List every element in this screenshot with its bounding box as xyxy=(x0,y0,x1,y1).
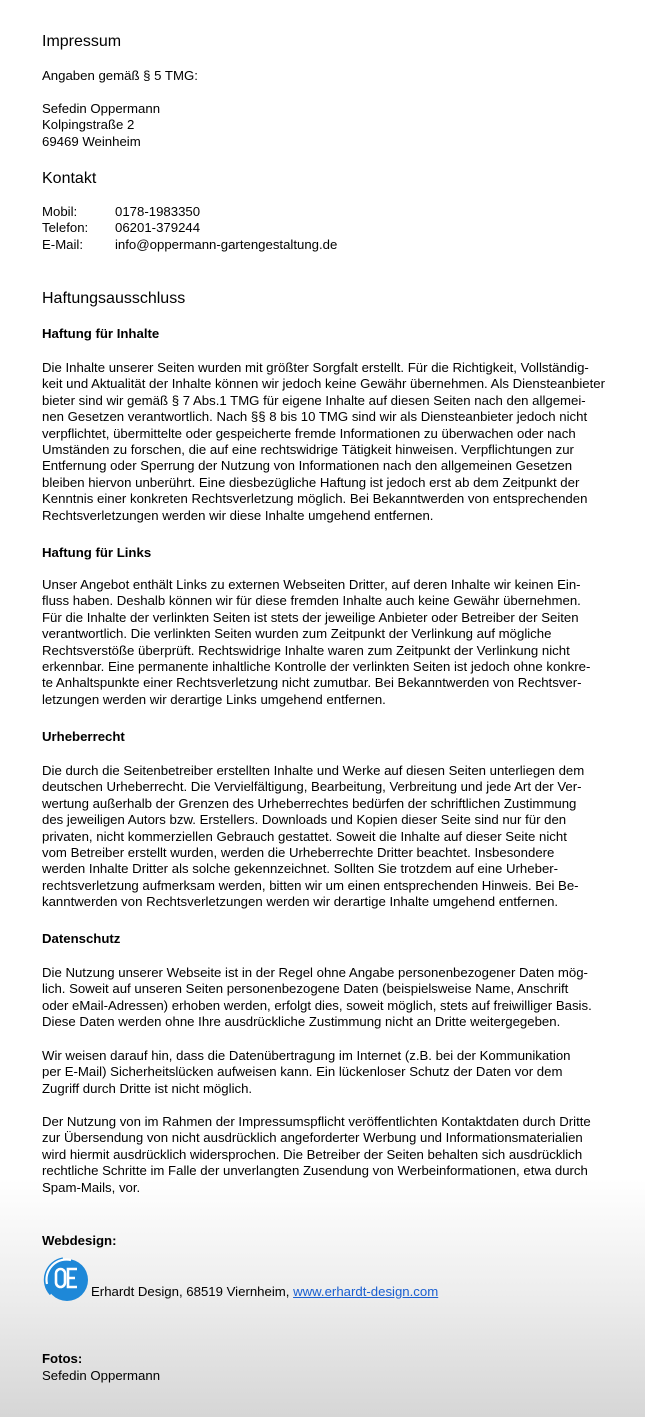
section-heading-links: Haftung für Links xyxy=(42,545,152,560)
paragraph-inhalte xyxy=(42,360,605,524)
text-line: wird hiermit ausdrücklich widersprochen. Die Betreiber der Seiten behalten sich ausdrücklich xyxy=(42,1146,583,1162)
text-line: nen Gesetzen verantwortlich. Nach §§ 8 bis 10 TMG sind wir als Diensteanbieter jedoch nicht xyxy=(42,409,588,425)
contact-label: Telefon: xyxy=(42,220,89,236)
contact-value: info@oppermann-gartengestaltung.de xyxy=(115,236,338,252)
text-line: oder eMail-Adressen) erhoben werden, erfolgt dies, soweit möglich, stets auf freiwilliger Basis. xyxy=(42,997,592,1013)
text-line: fluss haben. Deshalb können wir für diese fremden Inhalte auch keine Gewähr übernehmen. xyxy=(42,593,581,609)
text-line: Spam-Mails, vor. xyxy=(42,1179,141,1195)
contact-table xyxy=(42,204,337,253)
tmg-line: Angaben gemäß § 5 TMG: xyxy=(42,68,198,83)
erhardt-design-logo-icon xyxy=(41,1256,89,1302)
text-line: te Anhaltspunkte einer Rechtsverletzung nicht zumutbar. Bei Bekanntwerden von Rechtsver- xyxy=(42,675,582,691)
text-line: Die Inhalte unserer Seiten wurden mit größter Sorgfalt erstellt. Für die Richtigkeit, Vollständig- xyxy=(42,360,589,375)
text-line: Kenntnis einer konkreten Rechtsverletzung möglich. Bei Bekanntwerden von entsprechenden xyxy=(42,491,588,507)
text-line: Die Nutzung unserer Webseite ist in der Regel ohne Angabe personenbezogener Daten mög- xyxy=(42,965,588,980)
section-heading-datenschutz: Datenschutz xyxy=(42,931,121,946)
text-line: deutschen Urheberrecht. Die Vervielfältigung, Bearbeitung, Verbreitung und jede Art der Ver- xyxy=(42,779,582,795)
contact-row-telefon xyxy=(42,220,337,236)
contact-label: Mobil: xyxy=(42,204,78,219)
text-line: bieter sind wir gemäß § 7 Abs.1 TMG für eigene Inhalte auf diesen Seiten nach den allgemei- xyxy=(42,392,586,408)
text-line: vom Betreiber erstellt wurden, werden die Urheberrechte Dritter beachtet. Insbesondere xyxy=(42,845,555,861)
address-block xyxy=(42,101,160,150)
webdesign-credit xyxy=(91,1284,438,1300)
text-line: lich. Soweit auf unseren Seiten personenbezogene Daten (beispielsweise Name, Anschrift xyxy=(42,981,569,997)
paragraph-datenschutz-1 xyxy=(42,965,592,1031)
text-line: per E-Mail) Sicherheitslücken aufweisen kann. Ein lückenloser Schutz der Daten vor dem xyxy=(42,1064,563,1080)
paragraph-links xyxy=(42,577,590,708)
text-line: Entfernung oder Sperrung der Nutzung von Informationen nach den allgemeinen Gesetzen xyxy=(42,458,573,474)
contact-label: E-Mail: xyxy=(42,236,84,252)
text-line: verpflichtet, übermittelte oder gespeicherte fremde Informationen zu überwachen oder nach xyxy=(42,425,576,441)
haftungsausschluss-title: Haftungsausschluss xyxy=(42,290,186,307)
text-line: Für die Inhalte der verlinkten Seiten ist stets der jeweilige Anbieter oder Betreiber der Seiten xyxy=(42,609,579,625)
paragraph-datenschutz-2 xyxy=(42,1048,571,1097)
text-line: Die durch die Seitenbetreiber erstellten Inhalte und Werke auf diesen Seiten unterliegen dem xyxy=(42,763,585,778)
section-heading-inhalte: Haftung für Inhalte xyxy=(42,326,160,341)
address-city: 69469 Weinheim xyxy=(42,133,141,149)
webdesign-title: Webdesign: xyxy=(42,1233,117,1248)
text-line: wertung außerhalb der Grenzen des Urheberrechtes bedürfen der schriftlichen Zustimmung xyxy=(42,795,577,811)
text-line: erkennbar. Eine permanente inhaltliche Kontrolle der verlinkten Seiten ist jedoch ohne konkre- xyxy=(42,659,591,675)
contact-value: 0178-1983350 xyxy=(115,204,201,219)
text-line: kanntwerden von Rechtsverletzungen werden wir derartige Inhalte umgehend entfernen. xyxy=(42,894,559,910)
text-line: letzungen werden wir derartige Links umgehend entfernen. xyxy=(42,691,386,707)
text-line: bleiben hiervon unberührt. Eine diesbezügliche Haftung ist jedoch erst ab dem Zeitpunkt der xyxy=(42,474,580,490)
text-line: Wir weisen darauf hin, dass die Datenübertragung im Internet (z.B. bei der Kommunikation xyxy=(42,1048,571,1063)
contact-row-mobil xyxy=(42,204,337,220)
text-line: zur Übersendung von nicht ausdrücklich angeforderter Werbung und Informationsmaterialien xyxy=(42,1130,583,1146)
fotos-name: Sefedin Oppermann xyxy=(42,1368,161,1383)
webdesign-text: Erhardt Design, 68519 Viernheim, xyxy=(91,1284,294,1299)
contact-row-email xyxy=(42,237,337,253)
text-line: rechtsverletzung aufmerksam werden, bitten wir um einen entsprechenden Hinweis. Bei Be- xyxy=(42,877,579,893)
text-line: Unser Angebot enthält Links zu externen Webseiten Dritter, auf deren Inhalte wir keinen Ein- xyxy=(42,577,581,592)
section-heading-urheberrecht: Urheberrecht xyxy=(42,729,125,744)
paragraph-datenschutz-3 xyxy=(42,1114,591,1196)
contact-value: 06201-379244 xyxy=(115,220,201,236)
text-line: rechtliche Schritte im Falle der unverlangten Zusendung von Werbeinformationen, etwa durch xyxy=(42,1163,588,1179)
text-line: Rechtsverstöße überprüft. Rechtswidrige Inhalte waren zum Zeitpunkt der Verlinkung nicht xyxy=(42,642,570,658)
text-line: Diese Daten werden ohne Ihre ausdrückliche Zustimmung nicht an Dritte weitergegeben. xyxy=(42,1014,561,1030)
text-line: Zugriff durch Dritte ist nicht möglich. xyxy=(42,1080,253,1096)
erhardt-design-link[interactable]: www.erhardt-design.com xyxy=(293,1284,439,1299)
address-name: Sefedin Oppermann xyxy=(42,101,161,116)
impressum-title: Impressum xyxy=(42,33,122,50)
paragraph-urheberrecht xyxy=(42,763,584,911)
text-line: Der Nutzung von im Rahmen der Impressumspflicht veröffentlichten Kontaktdaten durch Dritte xyxy=(42,1114,591,1129)
text-line: verantwortlich. Die verlinkten Seiten wurden zum Zeitpunkt der Verlinkung auf mögliche xyxy=(42,626,552,642)
text-line: Rechtsverletzungen werden wir diese Inhalte umgehend entfernen. xyxy=(42,507,434,523)
text-line: keit und Aktualität der Inhalte können wir jedoch keine Gewähr übernehmen. Als Diensteanbieter xyxy=(42,376,606,392)
text-line: des jeweiligen Autors bzw. Erstellers. Downloads und Kopien dieser Seite sind nur für den xyxy=(42,812,567,828)
address-street: Kolpingstraße 2 xyxy=(42,117,135,133)
fotos-title: Fotos: xyxy=(42,1351,83,1366)
text-line: werden Inhalte Dritter als solche gekennzeichnet. Sollten Sie trotzdem auf eine Urheber- xyxy=(42,861,559,877)
kontakt-title: Kontakt xyxy=(42,170,97,187)
text-line: privaten, nicht kommerziellen Gebrauch gestattet. Soweit die Inhalte auf dieser Seite nicht xyxy=(42,828,567,844)
text-line: Umständen zu forschen, die auf eine rechtswidrige Tätigkeit hinweisen. Verpflichtungen zur xyxy=(42,442,574,458)
